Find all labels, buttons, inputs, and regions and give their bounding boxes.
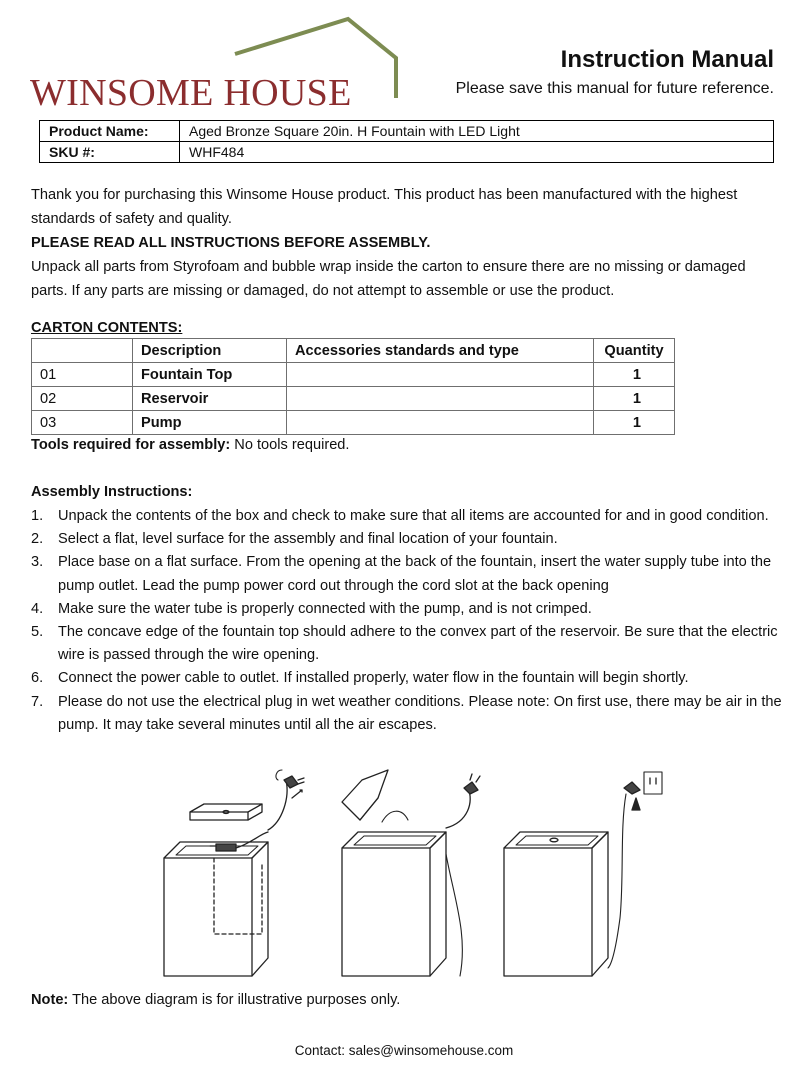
list-item bbox=[31, 551, 783, 597]
tools-value: No tools required. bbox=[230, 437, 350, 453]
table-row bbox=[32, 363, 675, 387]
winsome-house-logo bbox=[30, 16, 402, 114]
item-quantity: 1 bbox=[594, 411, 675, 435]
assembly-diagram bbox=[150, 758, 665, 988]
list-item bbox=[31, 598, 783, 621]
tools-label: Tools required for assembly: bbox=[31, 437, 231, 453]
item-description: Pump bbox=[133, 411, 287, 435]
product-info-table bbox=[39, 120, 774, 163]
item-accessories bbox=[287, 387, 594, 411]
item-description: Reservoir bbox=[133, 387, 287, 411]
step-number: 3. bbox=[31, 554, 44, 571]
assembly-steps bbox=[31, 505, 783, 737]
page-title: Instruction Manual bbox=[560, 46, 774, 73]
item-accessories bbox=[287, 411, 594, 435]
step-text: Connect the power cable to outlet. If installed properly, water flow in the fountain will begin shortly. bbox=[58, 670, 689, 687]
step-number: 4. bbox=[31, 600, 44, 617]
item-description: Fountain Top bbox=[133, 363, 287, 387]
step-text: Select a flat, level surface for the assembly and final location of your fountain. bbox=[58, 531, 558, 548]
contact-footer: Contact: sales@winsomehouse.com bbox=[294, 1043, 514, 1058]
column-header bbox=[32, 339, 133, 363]
table-header-row bbox=[32, 339, 675, 363]
list-item bbox=[31, 691, 783, 737]
tools-line bbox=[31, 434, 781, 458]
intro-thanks: Thank you for purchasing this Winsome House product. This product has been manufactured with the highest standards of safety and quality. bbox=[31, 187, 738, 227]
item-number: 02 bbox=[32, 387, 133, 411]
intro-unpack: Unpack all parts from Styrofoam and bubble wrap inside the carton to ensure there are no missing or damaged parts. If any parts are missing or damaged, do not attempt to assemble or use the product. bbox=[31, 259, 746, 299]
list-item bbox=[31, 621, 783, 667]
logo-wordmark: WINSOME HOUSE bbox=[30, 72, 352, 114]
product-name-label: Product Name: bbox=[40, 121, 180, 142]
diagram-step-place-top bbox=[342, 770, 480, 976]
list-item bbox=[31, 505, 783, 528]
product-name-value: Aged Bronze Square 20in. H Fountain with LED Light bbox=[180, 121, 774, 142]
item-accessories bbox=[287, 363, 594, 387]
item-number: 01 bbox=[32, 363, 133, 387]
step-text: The concave edge of the fountain top should adhere to the convex part of the reservoir. Be sure that the electric wire is passed through the wire opening. bbox=[58, 624, 778, 664]
intro-warning: PLEASE READ ALL INSTRUCTIONS BEFORE ASSEMBLY. bbox=[31, 235, 431, 251]
column-header: Accessories standards and type bbox=[287, 339, 594, 363]
column-header: Description bbox=[133, 339, 287, 363]
diagram-step-connect-power bbox=[504, 772, 662, 976]
column-header: Quantity bbox=[594, 339, 675, 363]
step-text: Make sure the water tube is properly connected with the pump, and is not crimped. bbox=[58, 600, 592, 617]
sku-value: WHF484 bbox=[180, 142, 774, 163]
assembly-heading: Assembly Instructions: bbox=[31, 484, 193, 500]
table-row bbox=[40, 142, 774, 163]
step-number: 1. bbox=[31, 508, 44, 524]
note-label: Note: bbox=[31, 992, 69, 1008]
diagram-step-insert-pump bbox=[164, 770, 304, 976]
carton-contents-table bbox=[31, 338, 675, 435]
item-number: 03 bbox=[32, 411, 133, 435]
sku-label: SKU #: bbox=[40, 142, 180, 163]
step-text: Place base on a flat surface. From the opening at the back of the fountain, insert the water supply tube into the pump outlet. Lead the pump power cord out through the cord slot at the back opening bbox=[58, 554, 772, 594]
item-quantity: 1 bbox=[594, 363, 675, 387]
table-row bbox=[32, 411, 675, 435]
carton-heading: CARTON CONTENTS: bbox=[31, 320, 183, 336]
step-number: 6. bbox=[31, 670, 44, 687]
step-text: Unpack the contents of the box and check to make sure that all items are accounted for and in good condition. bbox=[58, 508, 769, 524]
step-number: 5. bbox=[31, 624, 44, 641]
item-quantity: 1 bbox=[594, 387, 675, 411]
step-number: 7. bbox=[31, 693, 44, 710]
step-text: Please do not use the electrical plug in wet weather conditions. Please note: On first use, there may be air in the pump. It may take several minutes until all the air escapes. bbox=[58, 693, 782, 733]
list-item bbox=[31, 528, 783, 551]
page-subtitle: Please save this manual for future reference. bbox=[455, 80, 774, 97]
step-number: 2. bbox=[31, 531, 44, 548]
note-text: The above diagram is for illustrative purposes only. bbox=[68, 992, 401, 1008]
list-item bbox=[31, 667, 783, 690]
table-row bbox=[40, 121, 774, 142]
diagram-note bbox=[31, 992, 400, 1008]
table-row bbox=[32, 387, 675, 411]
